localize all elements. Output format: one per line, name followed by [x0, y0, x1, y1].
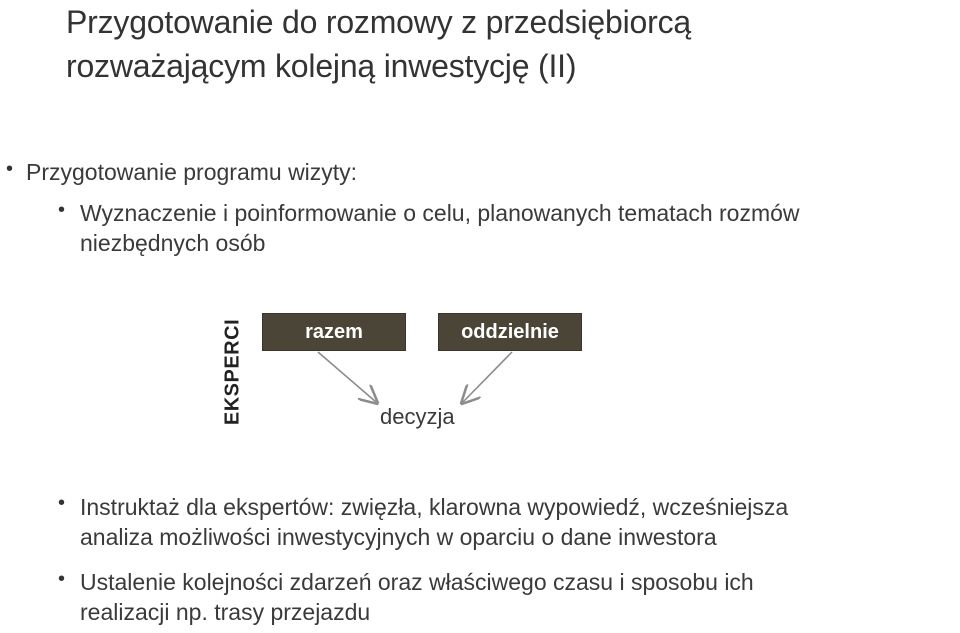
eksperci-text: EKSPERCI	[221, 318, 244, 426]
arrow-razem-to-decyzja	[318, 352, 376, 402]
bullet-dot-icon: •	[6, 158, 14, 180]
title-line-1: Przygotowanie do rozmowy z przedsiębiorcą	[66, 4, 691, 40]
bullet-text: Instruktaż dla ekspertów: zwięzła, klarowna wypowiedź, wcześniejsza	[80, 494, 789, 520]
bullet-text: niezbędnych osób	[80, 230, 266, 256]
bullet-dot-icon: •	[58, 492, 66, 514]
decyzja-label: decyzja	[380, 404, 455, 429]
bullet-dot-icon: •	[58, 199, 66, 221]
arrow-oddzielnie-to-decyzja	[463, 352, 512, 402]
bullet-instruktaz	[80, 492, 960, 552]
bullet-text: realizacji np. trasy przejazdu	[80, 599, 371, 625]
oddzielnie-label: oddzielnie	[461, 321, 559, 343]
bullet-text: Wyznaczenie i poinformowanie o celu, planowanych tematach rozmów	[80, 200, 800, 226]
bullet-text: Ustalenie kolejności zdarzeń oraz właściwego czasu i sposobu ich	[80, 569, 754, 595]
razem-label: razem	[305, 321, 363, 343]
bullet-text: Przygotowanie programu wizyty:	[26, 159, 358, 185]
bullet-text: analiza możliwości inwestycyjnych w oparciu o dane inwestora	[80, 524, 717, 550]
bullet-ustalenie	[80, 567, 960, 627]
bullet-dot-icon: •	[58, 568, 66, 590]
title-line-2: rozważającym kolejną inwestycję (II)	[66, 48, 577, 84]
